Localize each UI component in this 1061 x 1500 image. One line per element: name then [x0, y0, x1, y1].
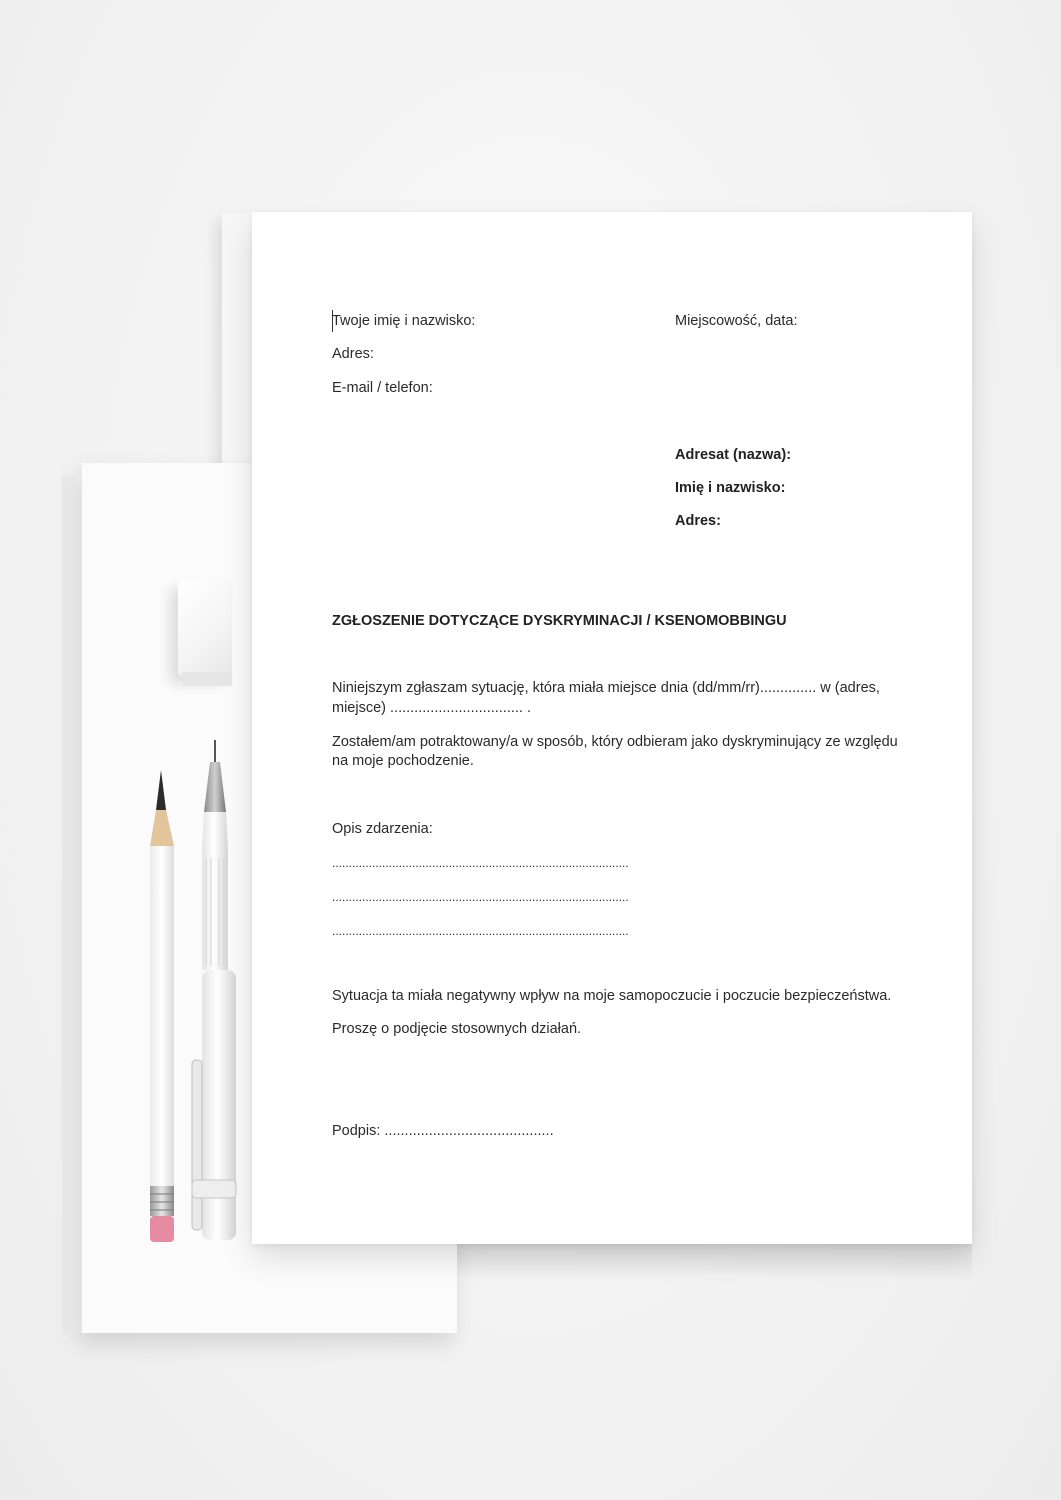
pencil-drawing — [146, 770, 180, 1250]
mechanical-pencil — [184, 740, 244, 1250]
description-line-2: ......................................................................................... — [332, 890, 629, 904]
pen-drawing — [184, 740, 244, 1250]
signature-line: Podpis: .......................................... — [332, 1123, 554, 1139]
para1-line2: miejsce) ................................. . — [332, 700, 532, 716]
document-title: ZGŁOSZENIE DOTYCZĄCE DYSKRYMINACJI / KSENOMOBBINGU — [332, 613, 787, 629]
eraser-side — [182, 672, 232, 686]
description-label: Opis zdarzenia: — [332, 821, 433, 837]
sender-contact-label: E-mail / telefon: — [332, 380, 433, 396]
recipient-name-label: Adresat (nazwa): — [675, 447, 792, 463]
eraser-top — [178, 580, 232, 676]
para2-line2: na moje pochodzenie. — [332, 753, 474, 769]
description-line-3: ......................................................................................... — [332, 924, 629, 938]
request-statement: Proszę o podjęcie stosownych działań. — [332, 1021, 582, 1037]
pencil — [146, 770, 180, 1250]
recipient-address-label: Adres: — [675, 513, 721, 529]
sender-name-label: Twoje imię i nazwisko: — [332, 313, 476, 329]
description-line-1: ......................................................................................... — [332, 856, 629, 870]
impact-statement: Sytuacja ta miała negatywny wpływ na moje samopoczucie i poczucie bezpieczeństwa. — [332, 988, 892, 1004]
recipient-person-label: Imię i nazwisko: — [675, 480, 786, 496]
eraser — [164, 580, 234, 698]
place-date-label: Miejscowość, data: — [675, 313, 798, 329]
document-shadow — [457, 1244, 972, 1278]
para2-line1: Zostałem/am potraktowany/a w sposób, który odbieram jako dyskryminujący ze względu — [332, 734, 898, 750]
sender-address-label: Adres: — [332, 346, 374, 362]
tray-edge — [62, 475, 84, 1333]
document-page — [252, 212, 972, 1244]
para1-line1: Niniejszym zgłaszam sytuację, która miała miejsce dnia (dd/mm/rr).............. w (adres, — [332, 680, 880, 696]
